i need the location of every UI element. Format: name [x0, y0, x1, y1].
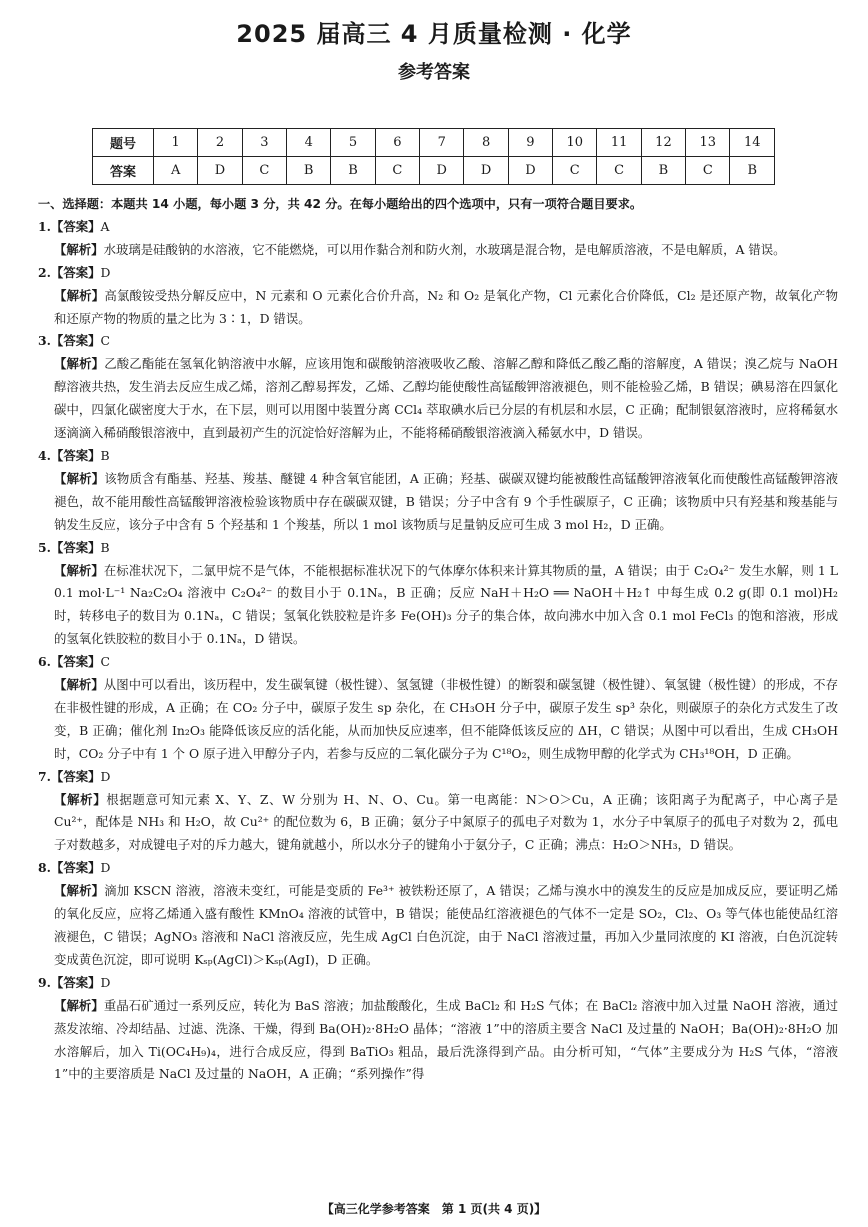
answer-letter: D — [100, 974, 111, 990]
answer-cell: C — [375, 157, 419, 185]
question-number-cell: 7 — [420, 129, 464, 157]
answer-letter: C — [100, 333, 110, 349]
answer-cell: C — [553, 157, 597, 185]
question-number-cell: 4 — [287, 129, 331, 157]
question-number-cell: 3 — [242, 129, 286, 157]
explanation-body: 重晶石矿通过一系列反应，转化为 BaS 溶液；加盐酸酸化，生成 BaCl₂ 和 H₂S 气体；在 BaCl₂ 溶液中加入过量 NaOH 溶液，通过蒸发浓缩、冷却结晶、过滤、洗涤、干燥，得到 Ba(OH)₂·8H₂O 晶体；“溶液 1”中的溶质主要含 NaCl 及过量的 NaOH；Ba(OH)₂·8H₂O 加水溶解后，加入 Ti(OC₄H₉)₄，进行合成反应，得到 BaTiO₃ 粗品，最后洗涤得到产品。由分析可知，“气体”主要成分为 H₂S 气体，“溶液 1”中的主要溶质是 NaCl 及过量的 NaOH，A 正确；“系列操作”得 — [54, 997, 838, 1082]
explanation-label: 【解析】 — [54, 791, 107, 807]
answer-label: 9.【答案】 — [38, 974, 101, 990]
question-number-cell: 11 — [597, 129, 641, 157]
answer-label: 6.【答案】 — [38, 654, 101, 670]
answer-letter: D — [100, 768, 111, 784]
question-block — [38, 445, 838, 537]
section-heading: 一、选择题：本题共 14 小题，每小题 3 分，共 42 分。在每小题给出的四个选项中，只有一项符合题目要求。 — [38, 197, 643, 211]
answer-cell: D — [464, 157, 508, 185]
question-number-cell: 13 — [686, 129, 730, 157]
answer-label: 7.【答案】 — [38, 768, 101, 784]
explanation-label: 【解析】 — [54, 677, 104, 693]
explanation-text — [38, 468, 838, 537]
explanation-label: 【解析】 — [54, 287, 105, 303]
answer-cell: D — [198, 157, 242, 185]
page-title: 2025 届高三 4 月质量检测 · 化学 — [236, 20, 632, 48]
explanation-text — [38, 560, 838, 652]
explanation-body: 水玻璃是硅酸钠的水溶液，它不能燃烧，可以用作黏合剂和防火剂，水玻璃是混合物，是电解质溶液，不是电解质，A 错误。 — [103, 241, 786, 257]
answer-cell: C — [597, 157, 641, 185]
answer-table-answer-row — [93, 157, 775, 185]
answer-label: 8.【答案】 — [38, 860, 101, 876]
question-block — [38, 766, 838, 858]
explanation-body: 在标准状况下，二氯甲烷不是气体，不能根据标准状况下的气体摩尔体积来计算其物质的量，A 错误；由于 C₂O₄²⁻ 发生水解，则 1 L 0.1 mol·L⁻¹ Na₂C₂O₄ 溶液中 C₂O₄²⁻ 的数目小于 0.1Nₐ，B 正确；反应 NaH＋H₂O ══ NaOH＋H₂↑ 中每生成 0.2 g(即 0.1 mol)H₂ 时，转移电子的数目为 0.1Nₐ，C 错误；氢氧化铁胶粒是许多 Fe(OH)₃ 分子的集合体，故向沸水中加入含 0.1 mol FeCl₃ 的饱和溶液，形成的氢氧化铁胶粒的数目小于 0.1Nₐ，D 错误。 — [54, 562, 838, 647]
explanation-label: 【解析】 — [54, 356, 105, 372]
explanation-body: 乙酸乙酯能在氢氧化钠溶液中水解，应该用饱和碳酸钠溶液吸收乙酸、溶解乙醇和降低乙酸乙酯的溶解度，A 错误；溴乙烷与 NaOH 醇溶液共热，发生消去反应生成乙烯，溶剂乙醇易挥发，乙烯、乙醇均能使酸性高锰酸钾溶液褪色，则不能检验乙烯，B 错误；碘易溶在四氯化碳中，四氯化碳密度大于水，在下层，则可以用图中装置分离 CCl₄ 萃取碘水后已分层的有机层和水层，C 正确；配制银氨溶液时，应将稀氨水逐滴滴入稀硝酸银溶液中，直到最初产生的沉淀恰好溶解为止，不能将稀硝酸银溶液滴入稀氨水中，D 错误。 — [54, 356, 838, 441]
answer-label: 1.【答案】 — [38, 218, 101, 234]
explanation-text — [38, 674, 838, 766]
question-number-cell: 5 — [331, 129, 375, 157]
explanation-text — [38, 995, 838, 1087]
question-block — [38, 330, 838, 445]
question-block — [38, 537, 838, 652]
answer-letter: C — [100, 654, 110, 670]
answer-cell: C — [242, 157, 286, 185]
answer-letter: D — [100, 860, 111, 876]
answer-table-number-row — [93, 129, 775, 157]
explanation-label: 【解析】 — [54, 562, 104, 578]
answer-label: 5.【答案】 — [38, 539, 101, 555]
explanation-label: 【解析】 — [54, 241, 104, 257]
question-block — [38, 651, 838, 766]
answer-line — [38, 445, 838, 468]
answer-label: 2.【答案】 — [38, 264, 101, 280]
answer-cell: A — [154, 157, 198, 185]
explanation-text — [38, 880, 838, 972]
explanation-label: 【解析】 — [54, 997, 104, 1013]
explanation-label: 【解析】 — [54, 470, 105, 486]
answer-line — [38, 330, 838, 353]
question-block — [38, 972, 838, 1087]
explanation-label: 【解析】 — [54, 883, 105, 899]
answer-line — [38, 766, 838, 789]
answer-cell: D — [508, 157, 552, 185]
question-block — [38, 262, 838, 331]
explanation-body: 从图中可以看出，该历程中，发生碳氧键（极性键）、氢氢键（非极性键）的断裂和碳氢键（极性键）、氧氢键（极性键）的形成，不存在非极性键的形成，A 正确；在 CO₂ 分子中，碳原子发生 sp 杂化，在 CH₃OH 分子中，碳原子发生 sp³ 杂化，则碳原子的杂化方式发生了改变，B 正确；催化剂 In₂O₃ 能降低该反应的活化能，从而加快反应速率，但不能降低该反应的 ΔH，C 错误；从图中可以看出，生成 CH₃OH 时，CO₂ 分子中有 1 个 O 原子进入甲醇分子内，若参与反应的二氧化碳分子为 C¹⁸O₂，则生成物甲醇的化学式为 CH₃¹⁸OH，D 正确。 — [54, 677, 838, 761]
page-subtitle: 参考答案 — [398, 62, 470, 83]
answer-line — [38, 537, 838, 560]
question-number-cell: 9 — [508, 129, 552, 157]
answer-letter: B — [100, 539, 110, 555]
question-number-cell: 6 — [375, 129, 419, 157]
question-number-cell: 8 — [464, 129, 508, 157]
answer-line — [38, 651, 838, 674]
answer-cell: B — [730, 157, 775, 185]
explanations — [38, 193, 838, 1086]
explanation-body: 该物质含有酯基、羟基、羧基、醚键 4 种含氧官能团，A 正确；羟基、碳碳双键均能被酸性高锰酸钾溶液氧化而使酸性高锰酸钾溶液褪色，故不能用酸性高锰酸钾溶液检验该物质中存在碳碳双键，B 错误；分子中含有 9 个手性碳原子，C 正确；该物质中只有羟基和羧基能与钠发生反应，该分子中含有 5 个羟基和 1 个羧基，所以 1 mol 该物质与足量钠反应可生成 3 mol H₂，D 正确。 — [54, 470, 839, 532]
answer-letter: A — [100, 218, 110, 234]
explanation-text — [38, 789, 838, 858]
page-footer: 【高三化学参考答案 第 1 页(共 4 页)】 — [321, 1202, 547, 1216]
answer-cell: B — [287, 157, 331, 185]
answer-cell: D — [420, 157, 464, 185]
question-number-cell: 14 — [730, 129, 775, 157]
answer-label: 4.【答案】 — [38, 447, 101, 463]
answer-cell: B — [641, 157, 685, 185]
answer-line — [38, 857, 838, 880]
question-number-cell: 2 — [198, 129, 242, 157]
answer-line — [38, 972, 838, 995]
row-label-answer: 答案 — [93, 157, 154, 185]
explanation-text — [38, 353, 838, 445]
answer-line — [38, 216, 838, 239]
question-block — [38, 857, 838, 972]
explanation-text — [38, 239, 838, 262]
answer-table — [92, 128, 775, 185]
question-number-cell: 10 — [553, 129, 597, 157]
explanation-body: 高氯酸铵受热分解反应中，N 元素和 O 元素化合价升高，N₂ 和 O₂ 是氧化产物，Cl 元素化合价降低，Cl₂ 是还原产物，故氧化产物和还原产物的物质的量之比为 3∶1，D 错误。 — [54, 287, 839, 326]
answer-label: 3.【答案】 — [38, 333, 101, 349]
row-label-number: 题号 — [93, 129, 154, 157]
answer-letter: B — [100, 447, 110, 463]
answer-cell: B — [331, 157, 375, 185]
question-number-cell: 12 — [641, 129, 685, 157]
answer-letter: D — [100, 264, 111, 280]
explanation-body: 根据题意可知元素 X、Y、Z、W 分别为 H、N、O、Cu。第一电离能：N＞O＞Cu，A 正确；该阳离子为配离子，中心离子是 Cu²⁺，配体是 NH₃ 和 H₂O，故 Cu²⁺ 的配位数为 6，B 正确；氨分子中氮原子的孤电子对数为 1，水分子中氧原子的孤电子对数为 2，孤电子对数越多，对成键电子对的斥力越大，键角就越小，所以水分子的键角小于氨分子，C 正确；沸点：H₂O＞NH₃，D 错误。 — [54, 791, 838, 853]
answer-line — [38, 262, 838, 285]
answer-cell: C — [686, 157, 730, 185]
explanation-body: 滴加 KSCN 溶液，溶液未变红，可能是变质的 Fe³⁺ 被铁粉还原了，A 错误；乙烯与溴水中的溴发生的反应是加成反应，要证明乙烯的氧化反应，应将乙烯通入盛有酸性 KMnO₄ 溶液的试管中，B 错误；能使品红溶液褪色的气体不一定是 SO₂，Cl₂、O₃ 等气体也能使品红溶液褪色，C 错误；AgNO₃ 溶液和 NaCl 溶液反应，先生成 AgCl 白色沉淀，由于 NaCl 溶液过量，再加入少量同浓度的 KI 溶液，白色沉淀转变成黄色沉淀，即可说明 Kₛₚ(AgCl)＞Kₛₚ(AgI)，D 正确。 — [54, 883, 839, 967]
question-block — [38, 216, 838, 262]
question-number-cell: 1 — [154, 129, 198, 157]
explanation-text — [38, 285, 838, 331]
